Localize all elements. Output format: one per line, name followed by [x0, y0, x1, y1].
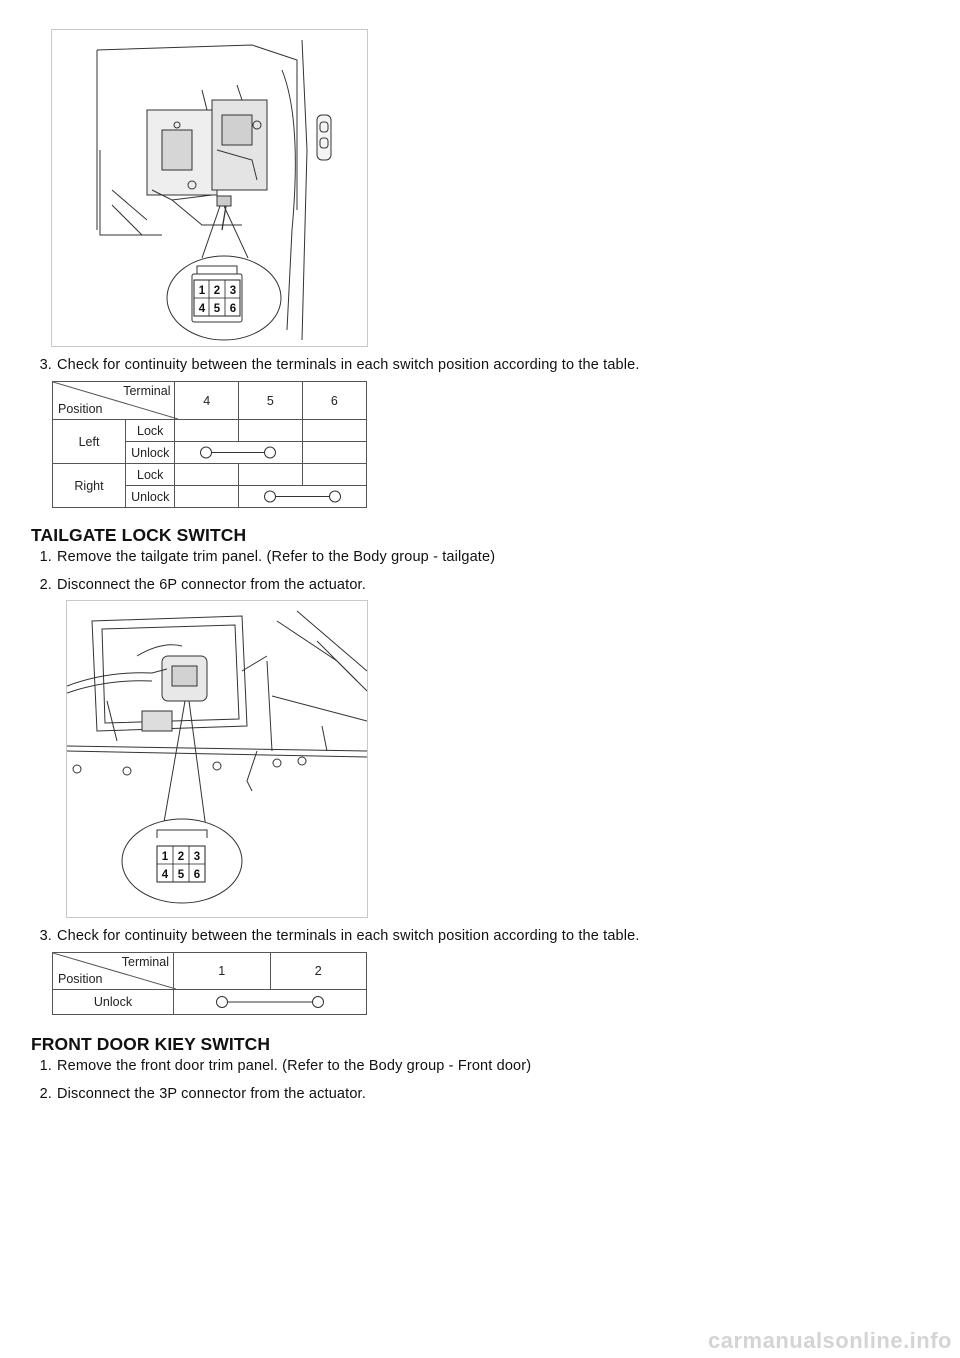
instruction-step	[32, 1086, 366, 1102]
instruction-step	[32, 577, 366, 593]
table-corner-header	[53, 382, 175, 420]
position-header: Position	[58, 402, 103, 416]
terminal-column-header: 4	[175, 382, 239, 420]
table-corner-header	[53, 953, 174, 990]
pin-label: 5	[213, 303, 221, 315]
pin-label: 2	[213, 285, 221, 297]
step-text: Check for continuity between the terminals in each switch position according to the table.	[57, 357, 640, 373]
step-text: Check for continuity between the terminals in each switch position according to the table.	[57, 928, 640, 944]
step-number: 1.	[39, 1058, 52, 1074]
instruction-step	[32, 357, 640, 373]
watermark: carmanualsonline.info	[708, 1328, 952, 1353]
pin-label: 3	[193, 851, 201, 863]
continuity-connection	[174, 990, 367, 1015]
continuity-line-icon	[174, 990, 366, 1014]
position-sub: Lock	[125, 464, 175, 486]
table-cell	[238, 420, 302, 442]
table-cell	[302, 464, 366, 486]
step-number: 3.	[39, 928, 52, 944]
continuity-connection	[238, 486, 366, 508]
table-cell	[238, 464, 302, 486]
table-cell	[175, 420, 239, 442]
position-sub: Unlock	[125, 486, 175, 508]
pin-label: 4	[198, 303, 206, 315]
instruction-step	[32, 928, 640, 944]
terminal-column-header: 5	[238, 382, 302, 420]
table-cell	[175, 464, 239, 486]
step-number: 1.	[39, 549, 52, 565]
pin-label: 2	[177, 851, 185, 863]
position-group: Left	[53, 420, 126, 464]
table-cell	[302, 442, 366, 464]
continuity-line-icon	[239, 486, 366, 507]
step-number: 3.	[39, 357, 52, 373]
step-text: Remove the front door trim panel. (Refer to the Body group - Front door)	[57, 1058, 532, 1074]
actuator-drawing	[52, 30, 367, 346]
step-text: Remove the tailgate trim panel. (Refer to the Body group - tailgate)	[57, 549, 496, 565]
continuity-line-icon	[175, 442, 301, 463]
tailgate-actuator-illustration	[66, 600, 368, 918]
tailgate-drawing	[67, 601, 367, 917]
instruction-step	[32, 1058, 531, 1074]
pin-label: 5	[177, 869, 185, 881]
table-cell	[175, 486, 239, 508]
pin-label: 1	[161, 851, 169, 863]
continuity-table	[52, 952, 367, 1015]
position-sub: Unlock	[125, 442, 175, 464]
pin-label: 4	[161, 869, 169, 881]
terminal-header: Terminal	[121, 955, 169, 969]
terminal-column-header: 2	[270, 953, 367, 990]
step-number: 2.	[39, 577, 52, 593]
table-cell	[302, 420, 366, 442]
position-header: Position	[58, 972, 103, 986]
position-sub: Lock	[125, 420, 175, 442]
section-heading: FRONT DOOR KIEY SWITCH	[31, 1034, 271, 1054]
terminal-column-header: 1	[174, 953, 271, 990]
section-heading: TAILGATE LOCK SWITCH	[31, 525, 247, 545]
position-group: Right	[53, 464, 126, 508]
step-number: 2.	[39, 1086, 52, 1102]
pin-label: 6	[229, 303, 237, 315]
pin-label: 3	[229, 285, 237, 297]
continuity-table	[52, 381, 367, 508]
pin-label: 1	[198, 285, 206, 297]
instruction-step	[32, 549, 495, 565]
terminal-column-header: 6	[302, 382, 366, 420]
step-text: Disconnect the 3P connector from the actuator.	[57, 1086, 366, 1102]
door-actuator-illustration	[51, 29, 368, 347]
pin-label: 6	[193, 869, 201, 881]
continuity-connection	[175, 442, 302, 464]
step-text: Disconnect the 6P connector from the actuator.	[57, 577, 366, 593]
position-sub: Unlock	[53, 990, 174, 1015]
terminal-header: Terminal	[123, 384, 171, 398]
